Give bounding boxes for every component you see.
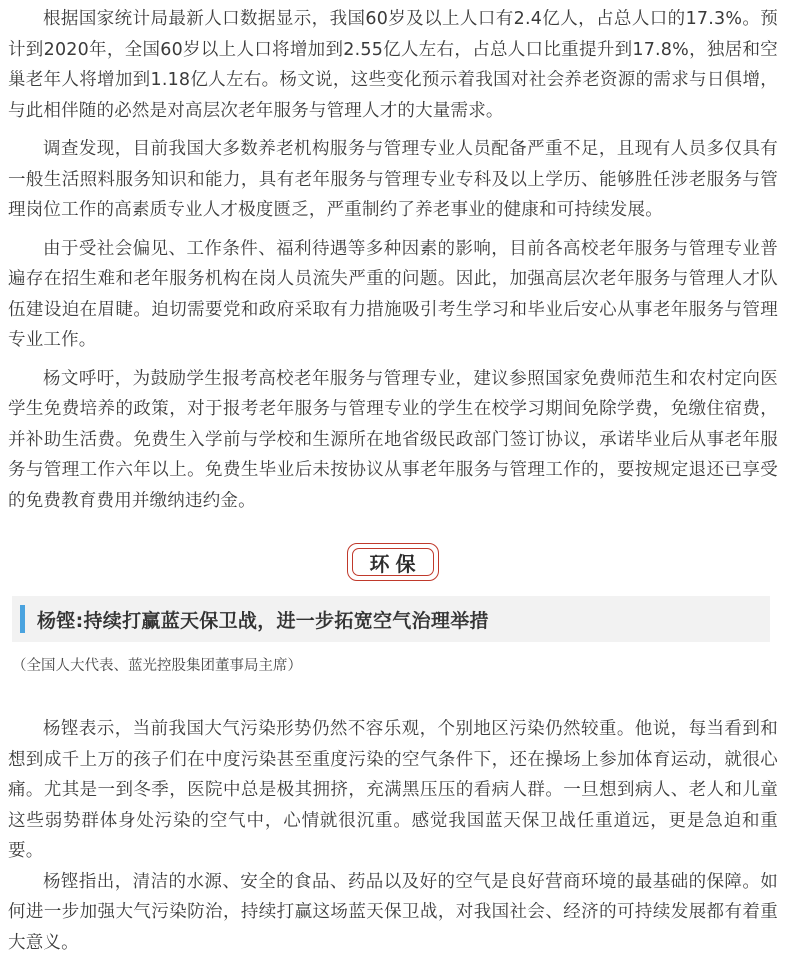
headline-accent-bar (20, 605, 25, 633)
paragraph-business-environment: 杨铿指出，清洁的水源、安全的食品、药品以及好的空气是良好营商环境的最基础的保障。如何进一步加强大气污染防治，持续打赢这场蓝天保卫战，对我国社会、经济的可持续发展都有着重大意义。 (8, 867, 778, 958)
section-tag-container (0, 540, 785, 584)
paragraph-population-stats: 根据国家统计局最新人口数据显示，我国60岁及以上人口有2.4亿人，占总人口的17.3%。预计到2020年，全国60岁以上人口将增加到2.55亿人左右，占总人口比重提升到17.8%，独居和空巢老年人将增加到1.18亿人左右。杨文说，这些变化预示着我国对社会养老资源的需求与日俱增，与此相伴随的必然是对高层次老年服务与管理人才的大量需求。 (8, 4, 778, 126)
headline-subtitle: （全国人大代表、蓝光控股集团董事局主席） (12, 654, 302, 675)
section-tag-label: 环保 (364, 548, 422, 577)
paragraph-survey-findings: 调查发现，目前我国大多数养老机构服务与管理专业人员配备严重不足，且现有人员多仅具有一般生活照料服务知识和能力，具有老年服务与管理专业专科及以上学历、能够胜任涉老服务与管理岗位工作的高素质专业人才极度匮乏，严重制约了养老事业的健康和可持续发展。 (8, 134, 778, 226)
article-top-section (8, 0, 778, 524)
paragraph-recruitment-issues: 由于受社会偏见、工作条件、福利待遇等多种因素的影响，目前各高校老年服务与管理专业普遍存在招生难和老年服务机构在岗人员流失严重的问题。因此，加强高层次老年服务与管理人才队伍建设迫在眉睫。迫切需要党和政府采取有力措施吸引考生学习和毕业后安心从事老年服务与管理专业工作。 (8, 234, 778, 356)
section-tag-environment (347, 543, 439, 581)
paragraph-air-pollution: 杨铿表示，当前我国大气污染形势仍然不容乐观，个别地区污染仍然较重。他说，每当看到和想到成千上万的孩子们在中度污染甚至重度污染的空气条件下，还在操场上参加体育运动，就很心痛。尤其是一到冬季，医院中总是极其拥挤，充满黑压压的看病人群。一旦想到病人、老人和儿童这些弱势群体身处污染的空气中，心情就很沉重。感觉我国蓝天保卫战任重道远，更是急迫和重要。 (8, 714, 778, 867)
headline-bar (12, 596, 770, 642)
paragraph-free-tuition-proposal: 杨文呼吁，为鼓励学生报考高校老年服务与管理专业，建议参照国家免费师范生和农村定向医学生免费培养的政策，对于报考老年服务与管理专业的学生在校学习期间免除学费，免缴住宿费，并补助生活费。免费生入学前与学校和生源所在地省级民政部门签订协议，承诺毕业后从事老年服务与管理工作六年以上。免费生毕业后未按协议从事老年服务与管理工作的，要按规定退还已享受的免费教育费用并缴纳违约金。 (8, 364, 778, 517)
headline-title: 杨铿:持续打赢蓝天保卫战，进一步拓宽空气治理举措 (37, 606, 489, 633)
article-bottom-section (8, 714, 778, 958)
